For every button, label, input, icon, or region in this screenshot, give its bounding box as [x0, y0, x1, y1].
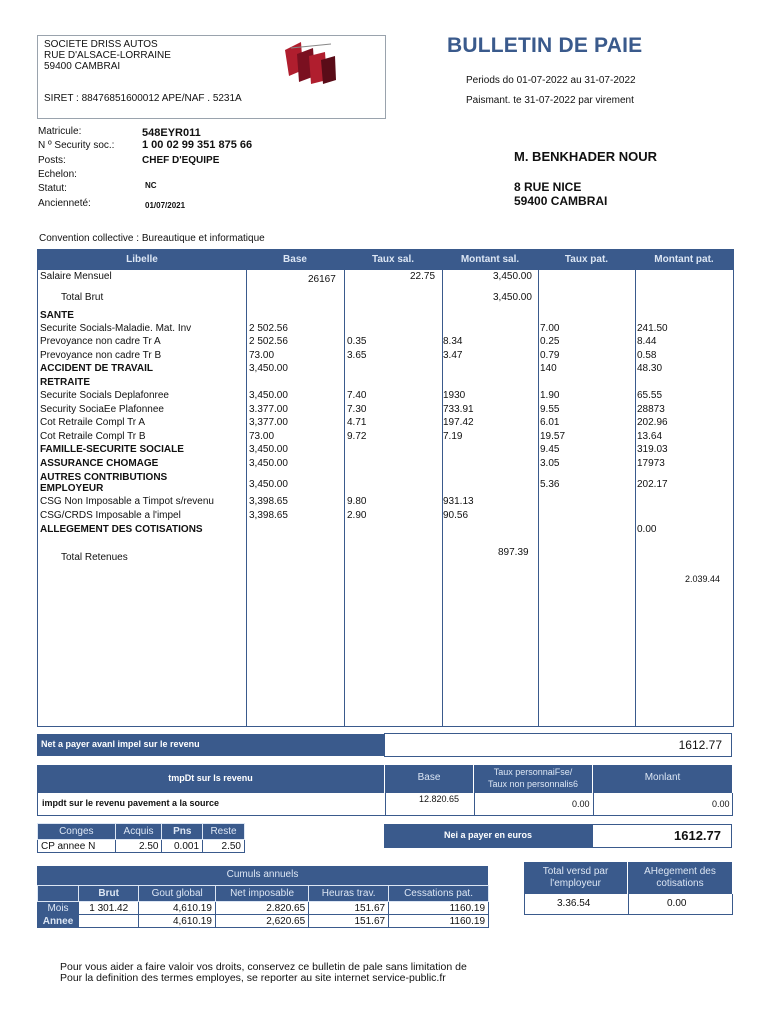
cumuls-table — [37, 885, 489, 928]
csg-base: 3,398.65 — [249, 510, 288, 521]
net-euros-box — [592, 824, 732, 848]
row-mont-sal: 197.42 — [443, 417, 474, 428]
row-label: Prevoyance non cadre Tr A — [40, 336, 161, 347]
impot-base-header — [385, 765, 473, 793]
csg-label: CSG Non Imposable a Timpot s/revenu — [40, 496, 214, 507]
employee-address-1: 8 RUE NICE — [514, 180, 582, 194]
row-label: Cot Retraile Compl Tr A — [40, 417, 146, 428]
total-retenues-label: Total Retenues — [61, 552, 128, 563]
anciennete-label: Ancienneté: — [38, 198, 91, 209]
row-mont-sal: 3.47 — [443, 350, 463, 361]
row-taux-pat: 6.01 — [540, 417, 560, 428]
row-mont-pat: 48.30 — [637, 363, 663, 374]
total-patronal: 2.039.44 — [685, 574, 721, 584]
cumuls-mois-brut: 1 301.42 — [79, 902, 139, 915]
company-logo-icon — [281, 40, 339, 86]
cumuls-mois-heures: 151.67 — [309, 902, 389, 915]
statut-label: Statut: — [38, 183, 67, 194]
footer-line-1: Pour vous aider a faire valoir vos droits, conservez ce bulletin de pale sans limitation de — [60, 961, 467, 973]
row-label: SANTE — [40, 310, 74, 321]
row-base: 3,450.00 — [249, 363, 288, 374]
salary-base: 26167 — [308, 274, 336, 285]
salary-montant: 3,450.00 — [493, 271, 532, 282]
impot-base-label: Base — [417, 772, 441, 783]
csg-base: 3,398.65 — [249, 496, 288, 507]
payroll-table-header — [38, 250, 733, 270]
header-libelle: Libelle — [126, 254, 158, 265]
allegement-header-label-2: cotisations — [656, 878, 704, 889]
header-base: Base — [283, 254, 307, 265]
company-name: SOCIETE DRISS AUTOS — [44, 39, 158, 50]
net-euros-label: Nei a payer en euros — [443, 830, 533, 840]
row-taux-pat: 3.05 — [540, 458, 560, 469]
company-city: 59400 CAMBRAI — [44, 61, 121, 72]
cumuls-annee-heures: 151.67 — [309, 915, 389, 928]
row-taux-sal: 9.72 — [347, 431, 367, 442]
payroll-table — [37, 249, 734, 727]
conges-table — [37, 823, 245, 853]
conges-header-reste: Reste — [203, 824, 245, 840]
allegement-header-label-1: AHegement des — [644, 866, 716, 877]
row-mont-pat: 13.64 — [637, 431, 663, 442]
row-mont-pat: 319.03 — [637, 444, 668, 455]
row-taux-pat: 1.90 — [540, 390, 560, 401]
header-taux-pat: Taux pat. — [564, 254, 609, 265]
csg-mont-sal: 931.13 — [443, 496, 474, 507]
employer-total-value: 3.36.54 — [557, 898, 591, 909]
cumuls-header-cout: Gout global — [139, 886, 215, 902]
impot-header-label: tmpDt sur ls revenu — [168, 773, 253, 783]
impot-row — [37, 793, 733, 816]
anciennete-value: 01/07/2021 — [145, 201, 186, 210]
cumuls-annee-cout: 4,610.19 — [139, 915, 215, 928]
employer-total-label-2: l'employeur — [550, 878, 601, 889]
row-taux-pat: 19.57 — [540, 431, 566, 442]
cumuls-annee-net: 2,620.65 — [215, 915, 308, 928]
csg-taux-sal: 2.90 — [347, 510, 367, 521]
echelon-label: Echelon: — [38, 169, 77, 180]
net-avant-box — [384, 733, 732, 757]
row-taux-pat: 0.79 — [540, 350, 560, 361]
impot-row-taux: 0.00 — [572, 799, 590, 809]
row-mont-pat: 8.44 — [637, 336, 657, 347]
row-base: 3.377.00 — [249, 404, 288, 415]
company-siret: SIRET : 88476851600012 APE/NAF . 5231A — [44, 93, 242, 104]
cumuls-annee-cessations: 1160.19 — [389, 915, 489, 928]
row-taux-pat: 140 — [540, 363, 557, 374]
row-label: RETRAITE — [40, 377, 90, 388]
employer-total-label-1: Total versd par — [542, 866, 609, 877]
header-taux-sal: Taux sal. — [371, 254, 415, 265]
autres-taux-pat: 5.36 — [540, 479, 560, 490]
cumuls-header-cessations: Cessations pat. — [389, 886, 489, 902]
autres-mont-pat: 202.17 — [637, 479, 668, 490]
cumuls-header-empty — [38, 886, 79, 902]
impot-taux-label-1: Taux personnaiFse/ — [493, 767, 573, 777]
row-taux-pat: 0.25 — [540, 336, 560, 347]
employee-name: M. BENKHADER NOUR — [514, 149, 657, 164]
row-taux-sal: 7.30 — [347, 404, 367, 415]
row-label: Prevoyance non cadre Tr B — [40, 350, 162, 361]
cumuls-title: Cumuls annuels — [226, 869, 299, 880]
row-base: 2 502.56 — [249, 323, 288, 334]
row-label: Cot Retraile Compl Tr B — [40, 431, 146, 442]
row-mont-sal: 7.19 — [443, 431, 463, 442]
allegement-header — [628, 862, 732, 894]
row-base: 73.00 — [249, 431, 275, 442]
footer-line-2: Pour la definition des termes employes, se reporter au site internet service-public.fr — [60, 972, 446, 984]
employee-address-2: 59400 CAMBRAI — [514, 194, 608, 208]
salary-taux: 22.75 — [410, 271, 436, 282]
row-taux-sal: 0.35 — [347, 336, 367, 347]
payment-info: Paismant. te 31-07-2022 par virement — [466, 95, 634, 106]
row-mont-sal: 8.34 — [443, 336, 463, 347]
row-taux-pat: 9.55 — [540, 404, 560, 415]
document-title: BULLETIN DE PAIE — [447, 34, 643, 57]
row-base: 73.00 — [249, 350, 275, 361]
employer-values-row — [524, 894, 733, 915]
net-avant-value: 1612.77 — [678, 738, 722, 752]
row-label: Security SociaEe Plafonnee — [40, 404, 164, 415]
company-box — [37, 35, 386, 119]
row-base: 2 502.56 — [249, 336, 288, 347]
row-taux-sal: 4.71 — [347, 417, 367, 428]
convention: Convention collective : Bureautique et informatique — [39, 233, 265, 244]
cumuls-header-net-imposable: Net imposable — [215, 886, 308, 902]
security-value: 1 00 02 99 351 875 66 — [142, 139, 253, 151]
cumuls-mois-cout: 4,610.19 — [139, 902, 215, 915]
impot-taux-header — [474, 765, 592, 793]
allegement-mont-pat: 0.00 — [637, 524, 657, 535]
row-taux-sal: 7.40 — [347, 390, 367, 401]
matricule-label: Matricule: — [38, 126, 82, 137]
cumuls-mois-cessations: 1160.19 — [389, 902, 489, 915]
row-label: Securite Socials-Maladie. Mat. Inv — [40, 323, 192, 334]
impot-header — [37, 765, 384, 793]
net-avant-label: Net a payer avanl impel sur le revenu — [41, 739, 200, 749]
impot-row-base: 12.820.65 — [419, 794, 460, 804]
allegement-value: 0.00 — [667, 898, 687, 909]
csg-mont-sal: 90.56 — [443, 510, 469, 521]
conges-header-acquis: Acquis — [115, 824, 162, 840]
total-brut-label: Total Brut — [61, 292, 104, 303]
row-label: Securite Socials Deplafonree — [40, 390, 169, 401]
impot-row-label: impdt sur le revenu pavement a la source — [42, 798, 220, 808]
cumuls-header-brut: Brut — [79, 886, 139, 902]
impot-taux-label-2: Taux non personnalis6 — [487, 779, 579, 789]
total-brut-montant: 3,450.00 — [493, 292, 532, 303]
statut-value: NC — [145, 181, 157, 190]
conges-cell-pris: 0.001 — [162, 840, 203, 853]
conges-cell-acquis: 2.50 — [115, 840, 162, 853]
row-label: ASSURANCE CHOMAGE — [40, 458, 159, 469]
matricule-value: 548EYR011 — [142, 127, 201, 139]
row-mont-sal: 1930 — [443, 390, 466, 401]
security-label: N º Security soc.: — [38, 140, 115, 151]
impot-row-montant: 0.00 — [712, 799, 730, 809]
total-retenues-montant: 897.39 — [498, 547, 529, 558]
row-taux-pat: 9.45 — [540, 444, 560, 455]
cumuls-title-bar — [37, 866, 488, 885]
row-mont-pat: 241.50 — [637, 323, 668, 334]
csg-label: CSG/CRDS Imposable a l'impel — [40, 510, 181, 521]
row-mont-pat: 17973 — [637, 458, 665, 469]
impot-montant-header — [593, 765, 732, 793]
row-base: 3,377.00 — [249, 417, 288, 428]
net-euros-bar — [384, 824, 592, 848]
row-mont-pat: 28873 — [637, 404, 665, 415]
cumuls-row-mois: Mois — [38, 902, 79, 915]
salary-label: Salaire Mensuel — [40, 271, 112, 282]
row-base: 3,450.00 — [249, 444, 288, 455]
row-mont-pat: 202.96 — [637, 417, 668, 428]
impot-montant-label: Monlant — [644, 772, 681, 783]
row-taux-pat: 7.00 — [540, 323, 560, 334]
conges-cell-type: CP annee N — [38, 840, 116, 853]
company-street: RUE D'ALSACE-LORRAINE — [44, 50, 171, 61]
autres-label-1: AUTRES CONTRIBUTIONS — [40, 472, 168, 483]
row-mont-sal: 733.91 — [443, 404, 474, 415]
row-mont-pat: 0.58 — [637, 350, 657, 361]
cumuls-row-annee: Annee — [38, 915, 79, 928]
row-taux-sal: 3.65 — [347, 350, 367, 361]
cumuls-header-heures: Heuras trav. — [309, 886, 389, 902]
autres-label-2: EMPLOYEUR — [40, 483, 104, 494]
pay-period: Periods do 01-07-2022 au 31-07-2022 — [466, 75, 636, 86]
net-euros-value: 1612.77 — [674, 828, 721, 843]
cumuls-annee-brut — [79, 915, 139, 928]
allegement-label: ALLEGEMENT DES COTISATIONS — [40, 524, 203, 535]
row-base: 3,450.00 — [249, 390, 288, 401]
header-montant-sal: Montant sal. — [460, 254, 520, 265]
posts-value: CHEF D'EQUIPE — [142, 155, 220, 166]
row-mont-pat: 65.55 — [637, 390, 663, 401]
row-base: 3,450.00 — [249, 458, 288, 469]
conges-cell-reste: 2.50 — [203, 840, 245, 853]
row-label: FAMILLE-SECURITE SOCIALE — [40, 444, 184, 455]
conges-header-pris: Pns — [162, 824, 203, 840]
autres-base: 3,450.00 — [249, 479, 288, 490]
csg-taux-sal: 9.80 — [347, 496, 367, 507]
row-label: ACCIDENT DE TRAVAIL — [40, 363, 153, 374]
header-montant-pat: Montant pat. — [654, 254, 714, 265]
conges-header-conges: Conges — [38, 824, 116, 840]
net-avant-bar — [37, 734, 384, 756]
employer-total-header — [524, 862, 627, 894]
posts-label: Posts: — [38, 155, 66, 166]
cumuls-mois-net: 2.820.65 — [215, 902, 308, 915]
